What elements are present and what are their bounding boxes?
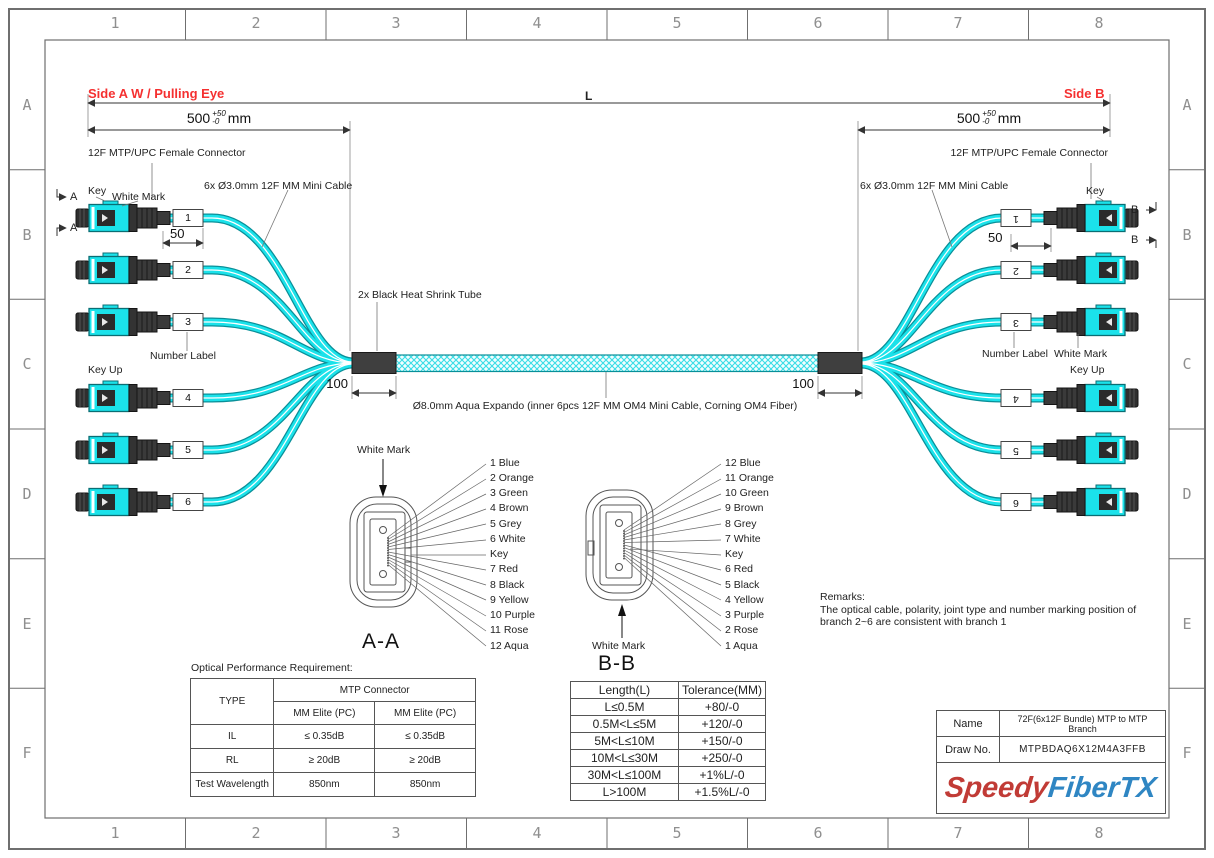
white-mark-label-right: White Mark: [1054, 348, 1108, 360]
grid-row: F: [1182, 744, 1192, 762]
heat-shrink-label: 2x Black Heat Shrink Tube: [358, 289, 482, 301]
grid-col: 4: [532, 824, 542, 842]
remarks-title: Remarks:: [820, 591, 865, 603]
key-label-right: Key: [1086, 185, 1105, 197]
remarks-line: branch 2~6 are consistent with branch 1: [820, 616, 1007, 628]
table-cell: Test Wavelength: [191, 773, 274, 797]
table-cell: IL: [191, 725, 274, 749]
aa-fiber-item: Key: [490, 548, 509, 560]
aa-fiber-item: 6 White: [490, 533, 526, 545]
dim-50-left: 50: [170, 226, 185, 241]
bb-fiber-item: 7 White: [725, 533, 761, 545]
expando-label: Ø8.0mm Aqua Expando (inner 6pcs 12F MM OM4 Mini Cable, Corning OM4 Fiber): [412, 400, 798, 412]
bb-title: B-B: [598, 652, 637, 675]
dim-100-right: 100: [792, 376, 814, 391]
bb-fiber-item: 8 Grey: [725, 518, 757, 530]
grid-row: F: [22, 744, 32, 762]
grid-row: C: [1182, 355, 1192, 373]
dim-100-left: 100: [326, 376, 348, 391]
bb-white-mark-label: White Mark: [592, 640, 646, 652]
grid-col: 2: [251, 14, 261, 32]
bb-fiber-item: 2 Rose: [725, 624, 759, 636]
key-up-label-left: Key Up: [88, 364, 123, 376]
key-label-left: Key: [88, 185, 107, 197]
table-cell: 850nm: [274, 773, 375, 797]
logo-speedy: Speedy: [943, 771, 1051, 804]
side-b-title: Side B: [1064, 86, 1105, 101]
dim-500-right: 500 +50 -0 mm: [956, 109, 1022, 126]
section-bb-drawing: [586, 464, 721, 646]
grid-col: 6: [813, 824, 823, 842]
aa-fiber-item: 1 Blue: [490, 457, 520, 469]
branch-number-tag: 4: [185, 391, 191, 404]
bb-fiber-item: 11 Orange: [725, 472, 774, 484]
aa-white-mark-label: White Mark: [357, 444, 411, 456]
table-cell: +150/-0: [678, 733, 765, 750]
table-cell: ≥ 20dB: [274, 749, 375, 773]
key-up-label-right: Key Up: [1070, 364, 1105, 376]
branch-number-tag: 4: [1013, 392, 1019, 405]
grid-row: E: [22, 615, 32, 633]
aa-title: A-A: [362, 630, 401, 653]
aa-fiber-item: 7 Red: [490, 563, 519, 575]
grid-col: 2: [251, 824, 261, 842]
aa-fiber-item: 10 Purple: [490, 609, 535, 621]
connector-label-right: 12F MTP/UPC Female Connector: [950, 147, 1108, 159]
connector-label-left: 12F MTP/UPC Female Connector: [88, 147, 246, 159]
grid-row: D: [1182, 485, 1192, 503]
aa-fiber-item: 5 Grey: [490, 518, 522, 530]
aa-fiber-item: 2 Orange: [490, 472, 534, 484]
length-dim-label: L: [585, 89, 593, 103]
table-cell: 0.5M<L≤5M: [571, 716, 679, 733]
heat-shrink-tube-right: [818, 353, 862, 374]
grid-row: D: [22, 485, 32, 503]
aa-fiber-item: 11 Rose: [490, 624, 529, 636]
table-header: TYPE: [191, 679, 274, 725]
grid-col: 1: [110, 14, 120, 32]
table-cell: +80/-0: [678, 699, 765, 716]
table-cell: ≤ 0.35dB: [375, 725, 476, 749]
section-a-letter: A: [70, 222, 78, 234]
bb-fiber-item: 9 Brown: [725, 502, 764, 514]
table-header: MTP Connector: [274, 679, 476, 702]
grid-row: B: [22, 226, 32, 244]
heat-shrink-tube-left: [352, 353, 396, 374]
length-tolerance-table: [570, 681, 766, 801]
aa-fiber-item: 8 Black: [490, 579, 525, 591]
remarks-line: The optical cable, polarity, joint type and number marking position of: [820, 604, 1137, 616]
table-cell: L≤0.5M: [571, 699, 679, 716]
mini-cable-label-left: 6x Ø3.0mm 12F MM Mini Cable: [204, 180, 353, 192]
bb-fiber-item: 4 Yellow: [725, 594, 764, 606]
grid-col: 8: [1094, 14, 1104, 32]
optical-table-title: Optical Performance Requirement:: [191, 662, 353, 674]
grid-col: 6: [813, 14, 823, 32]
table-cell: ≥ 20dB: [375, 749, 476, 773]
table-cell: +1%L/-0: [678, 767, 765, 784]
logo-fibertx: FiberTX: [1046, 771, 1159, 804]
number-label-right: Number Label: [982, 348, 1048, 360]
bb-fiber-item: 1 Aqua: [725, 640, 758, 652]
title-block-label: Draw No.: [937, 737, 1000, 763]
drawing-number: MTPBDAQ6X12M4A3FFB: [1000, 737, 1166, 763]
expando-braid: [396, 355, 820, 372]
table-cell: L>100M: [571, 784, 679, 801]
grid-col: 5: [672, 824, 682, 842]
branch-number-tag: 5: [185, 443, 191, 456]
aa-fiber-item: 12 Aqua: [490, 640, 529, 652]
table-cell: 30M<L≤100M: [571, 767, 679, 784]
grid-row: A: [22, 96, 32, 114]
section-a-letter: A: [70, 191, 78, 203]
bb-fiber-item: 6 Red: [725, 563, 754, 575]
section-b-letter: B: [1131, 204, 1139, 216]
bb-fiber-item: Key: [725, 548, 744, 560]
grid-row: B: [1182, 226, 1192, 244]
mini-cable-label-right: 6x Ø3.0mm 12F MM Mini Cable: [860, 180, 1009, 192]
title-block-label: Name: [937, 711, 1000, 737]
branch-number-tag: 1: [1013, 212, 1019, 225]
title-block: [936, 710, 1166, 814]
grid-col: 3: [391, 14, 401, 32]
bb-fiber-item: 5 Black: [725, 579, 760, 591]
table-cell: 850nm: [375, 773, 476, 797]
branch-number-tag: 1: [185, 211, 191, 224]
branch-number-tag: 6: [185, 495, 191, 508]
grid-row: A: [1182, 96, 1192, 114]
table-header: MM Elite (PC): [274, 702, 375, 725]
table-cell: RL: [191, 749, 274, 773]
side-a-title: Side A W / Pulling Eye: [88, 86, 225, 101]
branch-number-tag: 3: [185, 315, 191, 328]
dim-500-left: 500 +50 -0 mm: [186, 109, 252, 126]
section-b-letter: B: [1131, 234, 1139, 246]
grid-col: 8: [1094, 824, 1104, 842]
table-header: Tolerance(MM): [678, 682, 765, 699]
aa-fiber-item: 4 Brown: [490, 502, 529, 514]
number-label-left: Number Label: [150, 350, 216, 362]
grid-col: 1: [110, 824, 120, 842]
table-header: MM Elite (PC): [375, 702, 476, 725]
table-cell: +120/-0: [678, 716, 765, 733]
table-cell: 10M<L≤30M: [571, 750, 679, 767]
grid-row: C: [22, 355, 32, 373]
company-logo: [937, 763, 1166, 814]
branch-number-tag: 5: [1013, 444, 1019, 457]
branch-number-tag: 6: [1013, 496, 1019, 509]
grid-col: 3: [391, 824, 401, 842]
aa-fiber-item: 3 Green: [490, 487, 528, 499]
bb-fiber-item: 3 Purple: [725, 609, 765, 621]
grid-row: E: [1182, 615, 1192, 633]
table-cell: +250/-0: [678, 750, 765, 767]
table-cell: 5M<L≤10M: [571, 733, 679, 750]
branch-number-tag: 2: [1013, 264, 1019, 277]
dim-50-right: 50: [988, 230, 1003, 245]
grid-col: 5: [672, 14, 682, 32]
table-header: Length(L): [571, 682, 679, 699]
white-mark-label-left: White Mark: [112, 191, 166, 203]
optical-performance-table: [190, 678, 476, 797]
bb-fiber-item: 10 Green: [725, 487, 769, 499]
bb-fiber-item: 12 Blue: [725, 457, 761, 469]
branch-number-tag: 2: [185, 263, 191, 276]
branch-number-tag: 3: [1013, 316, 1019, 329]
section-aa-drawing: [350, 459, 486, 646]
table-cell: +1.5%L/-0: [678, 784, 765, 801]
grid-col: 4: [532, 14, 542, 32]
grid-col: 7: [953, 14, 963, 32]
table-cell: ≤ 0.35dB: [274, 725, 375, 749]
drawing-name: 72F(6x12F Bundle) MTP to MTP Branch: [1000, 711, 1166, 737]
aa-fiber-item: 9 Yellow: [490, 594, 529, 606]
grid-col: 7: [953, 824, 963, 842]
